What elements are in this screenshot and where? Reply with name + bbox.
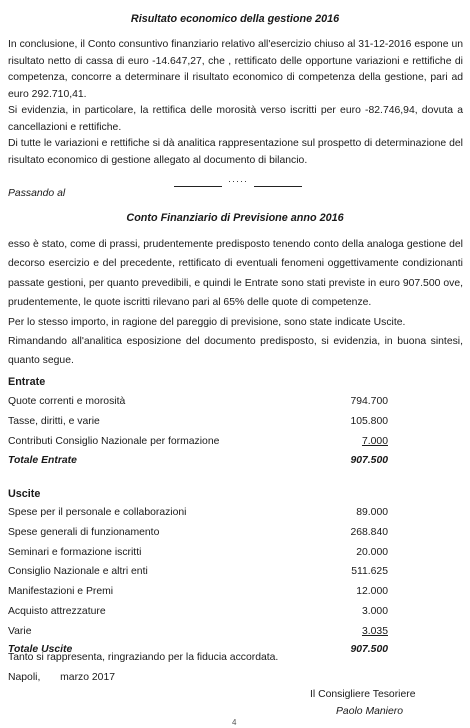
item-value: 20.000 bbox=[356, 546, 388, 558]
paragraph: In conclusione, il Conto consuntivo finanziario relativo all'esercizio chiuso al 31-12-2016 espone un risultato netto di cassa di euro -14.647,27, che , rettificato delle opportune variazioni e rettifiche di competenza, concorre a determinare il risultato economico di competenza della gestione, pari ad euro 292.710,41. bbox=[8, 39, 463, 100]
list-item bbox=[8, 602, 388, 622]
item-label: Spese per il personale e collaborazioni bbox=[8, 507, 187, 518]
item-label: Seminari e formazione iscritti bbox=[8, 546, 142, 558]
section-title-risultato: Risultato economico della gestione 2016 bbox=[130, 13, 340, 25]
list-item bbox=[8, 412, 388, 432]
paragraph: Per lo stesso importo, in ragione del pareggio di previsione, sono state indicate Uscite. bbox=[8, 316, 406, 328]
paragraph: esso è stato, come di prassi, prudentemente predisposto tenendo conto della analoga gestione del decorso esercizio e del precedente, rettificato di eventuali fenomeni oggettivamente condizionanti passate gestioni, per quanto prevedibili, e quindi le Entrate sono stati previste in euro 907.500 ove, prudentemente, le quote iscritti rilevano pari al 65% delle quote di competenze. bbox=[8, 239, 463, 309]
item-label: Varie bbox=[8, 625, 32, 637]
item-value: 3.035 bbox=[361, 625, 388, 637]
item-value: 12.000 bbox=[356, 586, 388, 598]
list-item bbox=[8, 582, 388, 602]
total-value: 907.500 bbox=[350, 643, 388, 655]
item-value: 268.840 bbox=[350, 526, 388, 538]
paragraph: Di tutte le variazioni e rettifiche si dà analitica rappresentazione sul prospetto di determinazione del risultato economico di gestione allegato al documento di bilancio. bbox=[8, 138, 463, 166]
list-item bbox=[8, 432, 388, 452]
item-label: Spese generali di funzionamento bbox=[8, 526, 160, 538]
item-label: Quote correnti e morosità bbox=[8, 396, 126, 407]
item-value: 89.000 bbox=[356, 507, 388, 518]
entrate-list bbox=[8, 392, 388, 471]
closing-place: Napoli, bbox=[8, 672, 41, 683]
item-label: Manifestazioni e Premi bbox=[8, 586, 114, 598]
item-value: 3.000 bbox=[361, 605, 388, 617]
section2-body bbox=[8, 235, 463, 371]
paragraph: Si evidenzia, in particolare, la rettifica delle morosità verso iscritti per euro -82.746,94, dovuta a cancellazioni e rettifiche. bbox=[8, 105, 463, 133]
total-label: Totale Uscite bbox=[8, 643, 73, 655]
signature-role: Il Consigliere Tesoriere bbox=[310, 689, 416, 700]
closing-date: marzo 2017 bbox=[60, 672, 116, 683]
item-label: Acquisto attrezzature bbox=[8, 605, 106, 617]
uscite-heading: Uscite bbox=[8, 488, 41, 500]
separator bbox=[174, 178, 302, 192]
closing-place-date bbox=[8, 672, 115, 683]
item-value: 7.000 bbox=[361, 435, 388, 447]
item-value: 794.700 bbox=[350, 396, 388, 407]
list-item bbox=[8, 622, 388, 642]
list-item bbox=[8, 503, 388, 523]
section-title-conto-finanziario: Conto Finanziario di Previsione anno 2016 bbox=[126, 212, 344, 224]
list-item bbox=[8, 523, 388, 543]
list-item bbox=[8, 562, 388, 582]
entrate-heading: Entrate bbox=[8, 376, 46, 388]
paragraph: Rimandando all'analitica esposizione del documento predisposto, si evidenzia, in buona sintesi, quanto segue. bbox=[8, 336, 463, 367]
list-item bbox=[8, 392, 388, 412]
total-label: Totale Entrate bbox=[8, 455, 77, 467]
item-value: 511.625 bbox=[351, 566, 388, 578]
page-number: 4 bbox=[232, 718, 237, 727]
list-item bbox=[8, 543, 388, 563]
passando-text: Passando al bbox=[8, 188, 66, 199]
separator-dots: ····· bbox=[228, 176, 248, 186]
uscite-list bbox=[8, 503, 388, 658]
signature-name: Paolo Maniero bbox=[336, 706, 404, 717]
item-label: Contributi Consiglio Nazionale per formazione bbox=[8, 435, 220, 447]
total-value: 907.500 bbox=[350, 455, 388, 467]
total-row bbox=[8, 451, 388, 471]
separator-line-right bbox=[254, 186, 302, 187]
closing-thanks: Tanto si rappresenta, ringraziando per la fiducia accordata. bbox=[8, 652, 279, 663]
item-label: Tasse, diritti, e varie bbox=[8, 415, 100, 427]
item-value: 105.800 bbox=[350, 415, 388, 427]
separator-line-left bbox=[174, 186, 222, 187]
section1-body bbox=[8, 37, 463, 169]
item-label: Consiglio Nazionale e altri enti bbox=[8, 566, 148, 578]
